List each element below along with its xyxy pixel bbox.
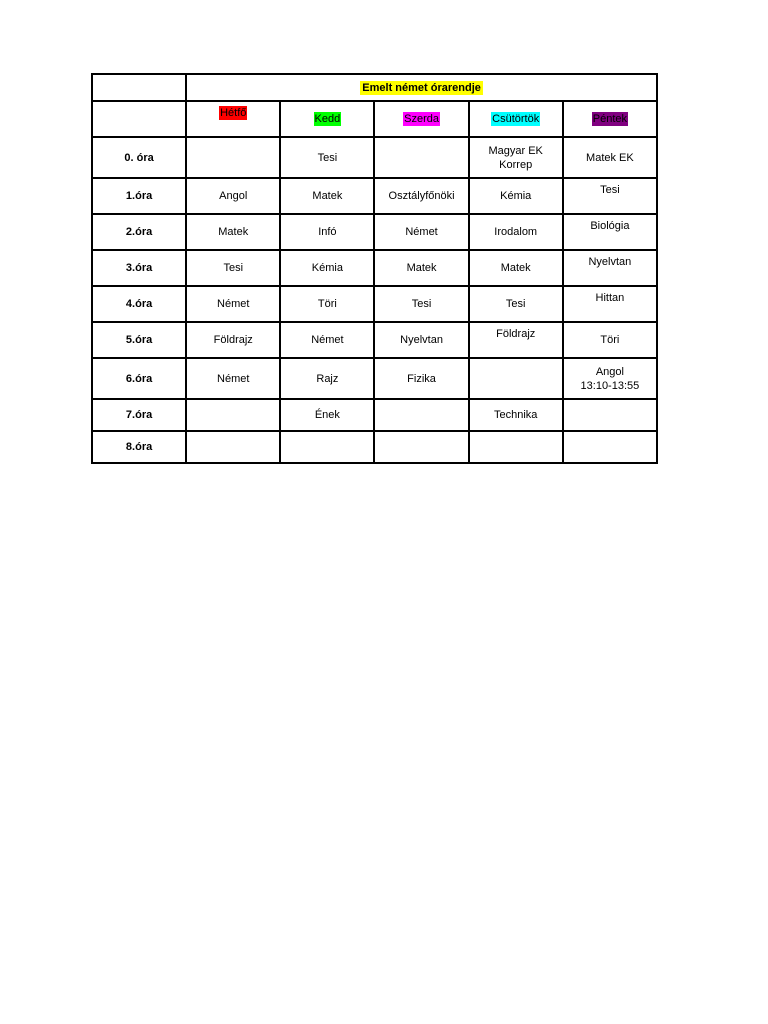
period-row (92, 250, 657, 286)
period-row (92, 431, 657, 463)
period-label: 6.óra (125, 372, 153, 385)
period-cell (92, 178, 186, 214)
subject-cell (469, 358, 563, 399)
subject-text: Angol (219, 190, 248, 202)
subject-cell (186, 431, 280, 463)
subject-cell (280, 399, 374, 431)
day-header-cell (374, 101, 468, 137)
day-header-cell (280, 101, 374, 137)
day-label-pentek: Péntek (592, 113, 628, 125)
subject-text: Magyar EK Korrep (488, 144, 543, 171)
title-row (92, 74, 657, 101)
subject-text: Tesi (411, 298, 432, 310)
subject-cell (374, 137, 468, 178)
subject-cell (280, 137, 374, 178)
subject-text: Matek (406, 262, 437, 274)
period-label: 4.óra (125, 298, 153, 310)
subject-cell (374, 178, 468, 214)
subject-text: Kémia (311, 262, 343, 274)
subject-cell (374, 322, 468, 358)
subject-text: Földrajz (496, 328, 536, 340)
period-label: 2.óra (125, 226, 153, 238)
day-header-row (92, 101, 657, 137)
subject-cell (469, 286, 563, 322)
period-label: 3.óra (125, 262, 153, 274)
subject-text: Tesi (223, 262, 244, 274)
subject-text: Német (217, 298, 250, 310)
period-cell (92, 250, 186, 286)
subject-text: Töri (600, 334, 620, 346)
subject-text: Töri (317, 298, 337, 310)
subject-text: Német (405, 226, 438, 238)
subject-text: Technika (493, 409, 538, 421)
subject-text: Földrajz (213, 334, 253, 346)
subject-cell (469, 214, 563, 250)
period-cell (92, 358, 186, 399)
subject-cell (563, 431, 657, 463)
period-cell (92, 137, 186, 178)
subject-cell (186, 358, 280, 399)
subject-cell (374, 286, 468, 322)
subject-cell (186, 286, 280, 322)
subject-cell (186, 214, 280, 250)
subject-cell (186, 178, 280, 214)
subject-cell (374, 431, 468, 463)
subject-cell (563, 250, 657, 286)
period-row (92, 358, 657, 399)
period-cell (92, 399, 186, 431)
subject-cell (280, 178, 374, 214)
period-cell (92, 431, 186, 463)
subject-text: Fizika (407, 372, 436, 385)
subject-cell (469, 178, 563, 214)
subject-text: Matek (500, 262, 531, 274)
subject-text: Ének (314, 409, 340, 421)
subject-text: Tesi (317, 151, 338, 164)
title-cell (186, 74, 657, 101)
day-label-szerda: Szerda (404, 113, 439, 125)
subject-cell (469, 322, 563, 358)
timetable (91, 73, 658, 464)
subject-text: Német (217, 372, 250, 385)
subject-text: Nyelvtan (400, 334, 443, 346)
subject-text: Tesi (505, 298, 526, 310)
day-header-cell (563, 101, 657, 137)
day-label-kedd: Kedd (314, 113, 341, 125)
subject-text: Tesi (600, 184, 620, 196)
period-row (92, 137, 657, 178)
subject-cell (374, 214, 468, 250)
subject-text: Irodalom (494, 226, 538, 238)
subject-cell (563, 399, 657, 431)
period-cell (92, 286, 186, 322)
subject-text: Matek EK (586, 151, 634, 164)
subject-cell (469, 137, 563, 178)
period-label: 5.óra (125, 334, 153, 346)
subject-cell (186, 137, 280, 178)
subject-cell (563, 358, 657, 399)
subject-text: Matek (218, 226, 249, 238)
subject-text: Hittan (595, 292, 625, 304)
subject-cell (186, 250, 280, 286)
subject-cell (374, 358, 468, 399)
subject-cell (469, 399, 563, 431)
subject-text: Biológia (590, 220, 630, 232)
period-header-cell (92, 101, 186, 137)
period-cell (92, 214, 186, 250)
period-label: 7.óra (125, 409, 153, 421)
subject-text: Angol 13:10-13:55 (580, 365, 640, 392)
day-header-cell (186, 101, 280, 137)
period-cell (92, 322, 186, 358)
day-label-hetfo: Hétfő (220, 107, 247, 119)
subject-text: Német (311, 334, 344, 346)
subject-cell (280, 431, 374, 463)
day-label-csutortok: Csütörtök (492, 113, 540, 125)
subject-cell (469, 431, 563, 463)
period-row (92, 322, 657, 358)
subject-cell (469, 250, 563, 286)
period-label: 1.óra (125, 190, 153, 202)
subject-cell (563, 286, 657, 322)
period-row (92, 178, 657, 214)
subject-cell (186, 399, 280, 431)
subject-text: Nyelvtan (588, 256, 632, 268)
subject-cell (374, 399, 468, 431)
table-title: Emelt német órarendje (362, 81, 481, 94)
subject-cell (563, 178, 657, 214)
subject-cell (563, 214, 657, 250)
period-label: 8.óra (125, 441, 153, 453)
subject-cell (280, 250, 374, 286)
subject-text: Infó (318, 226, 337, 238)
period-row (92, 286, 657, 322)
subject-text: Kémia (500, 190, 532, 202)
subject-cell (563, 322, 657, 358)
period-row (92, 214, 657, 250)
period-label: 0. óra (124, 151, 154, 164)
day-header-cell (469, 101, 563, 137)
corner-cell (92, 74, 186, 101)
subject-text: Osztályfőnöki (388, 190, 455, 202)
subject-text: Matek (312, 190, 343, 202)
subject-text: Rajz (316, 372, 339, 385)
subject-cell (374, 250, 468, 286)
subject-cell (186, 322, 280, 358)
subject-cell (280, 286, 374, 322)
subject-cell (280, 358, 374, 399)
subject-cell (280, 214, 374, 250)
subject-cell (563, 137, 657, 178)
period-row (92, 399, 657, 431)
subject-cell (280, 322, 374, 358)
